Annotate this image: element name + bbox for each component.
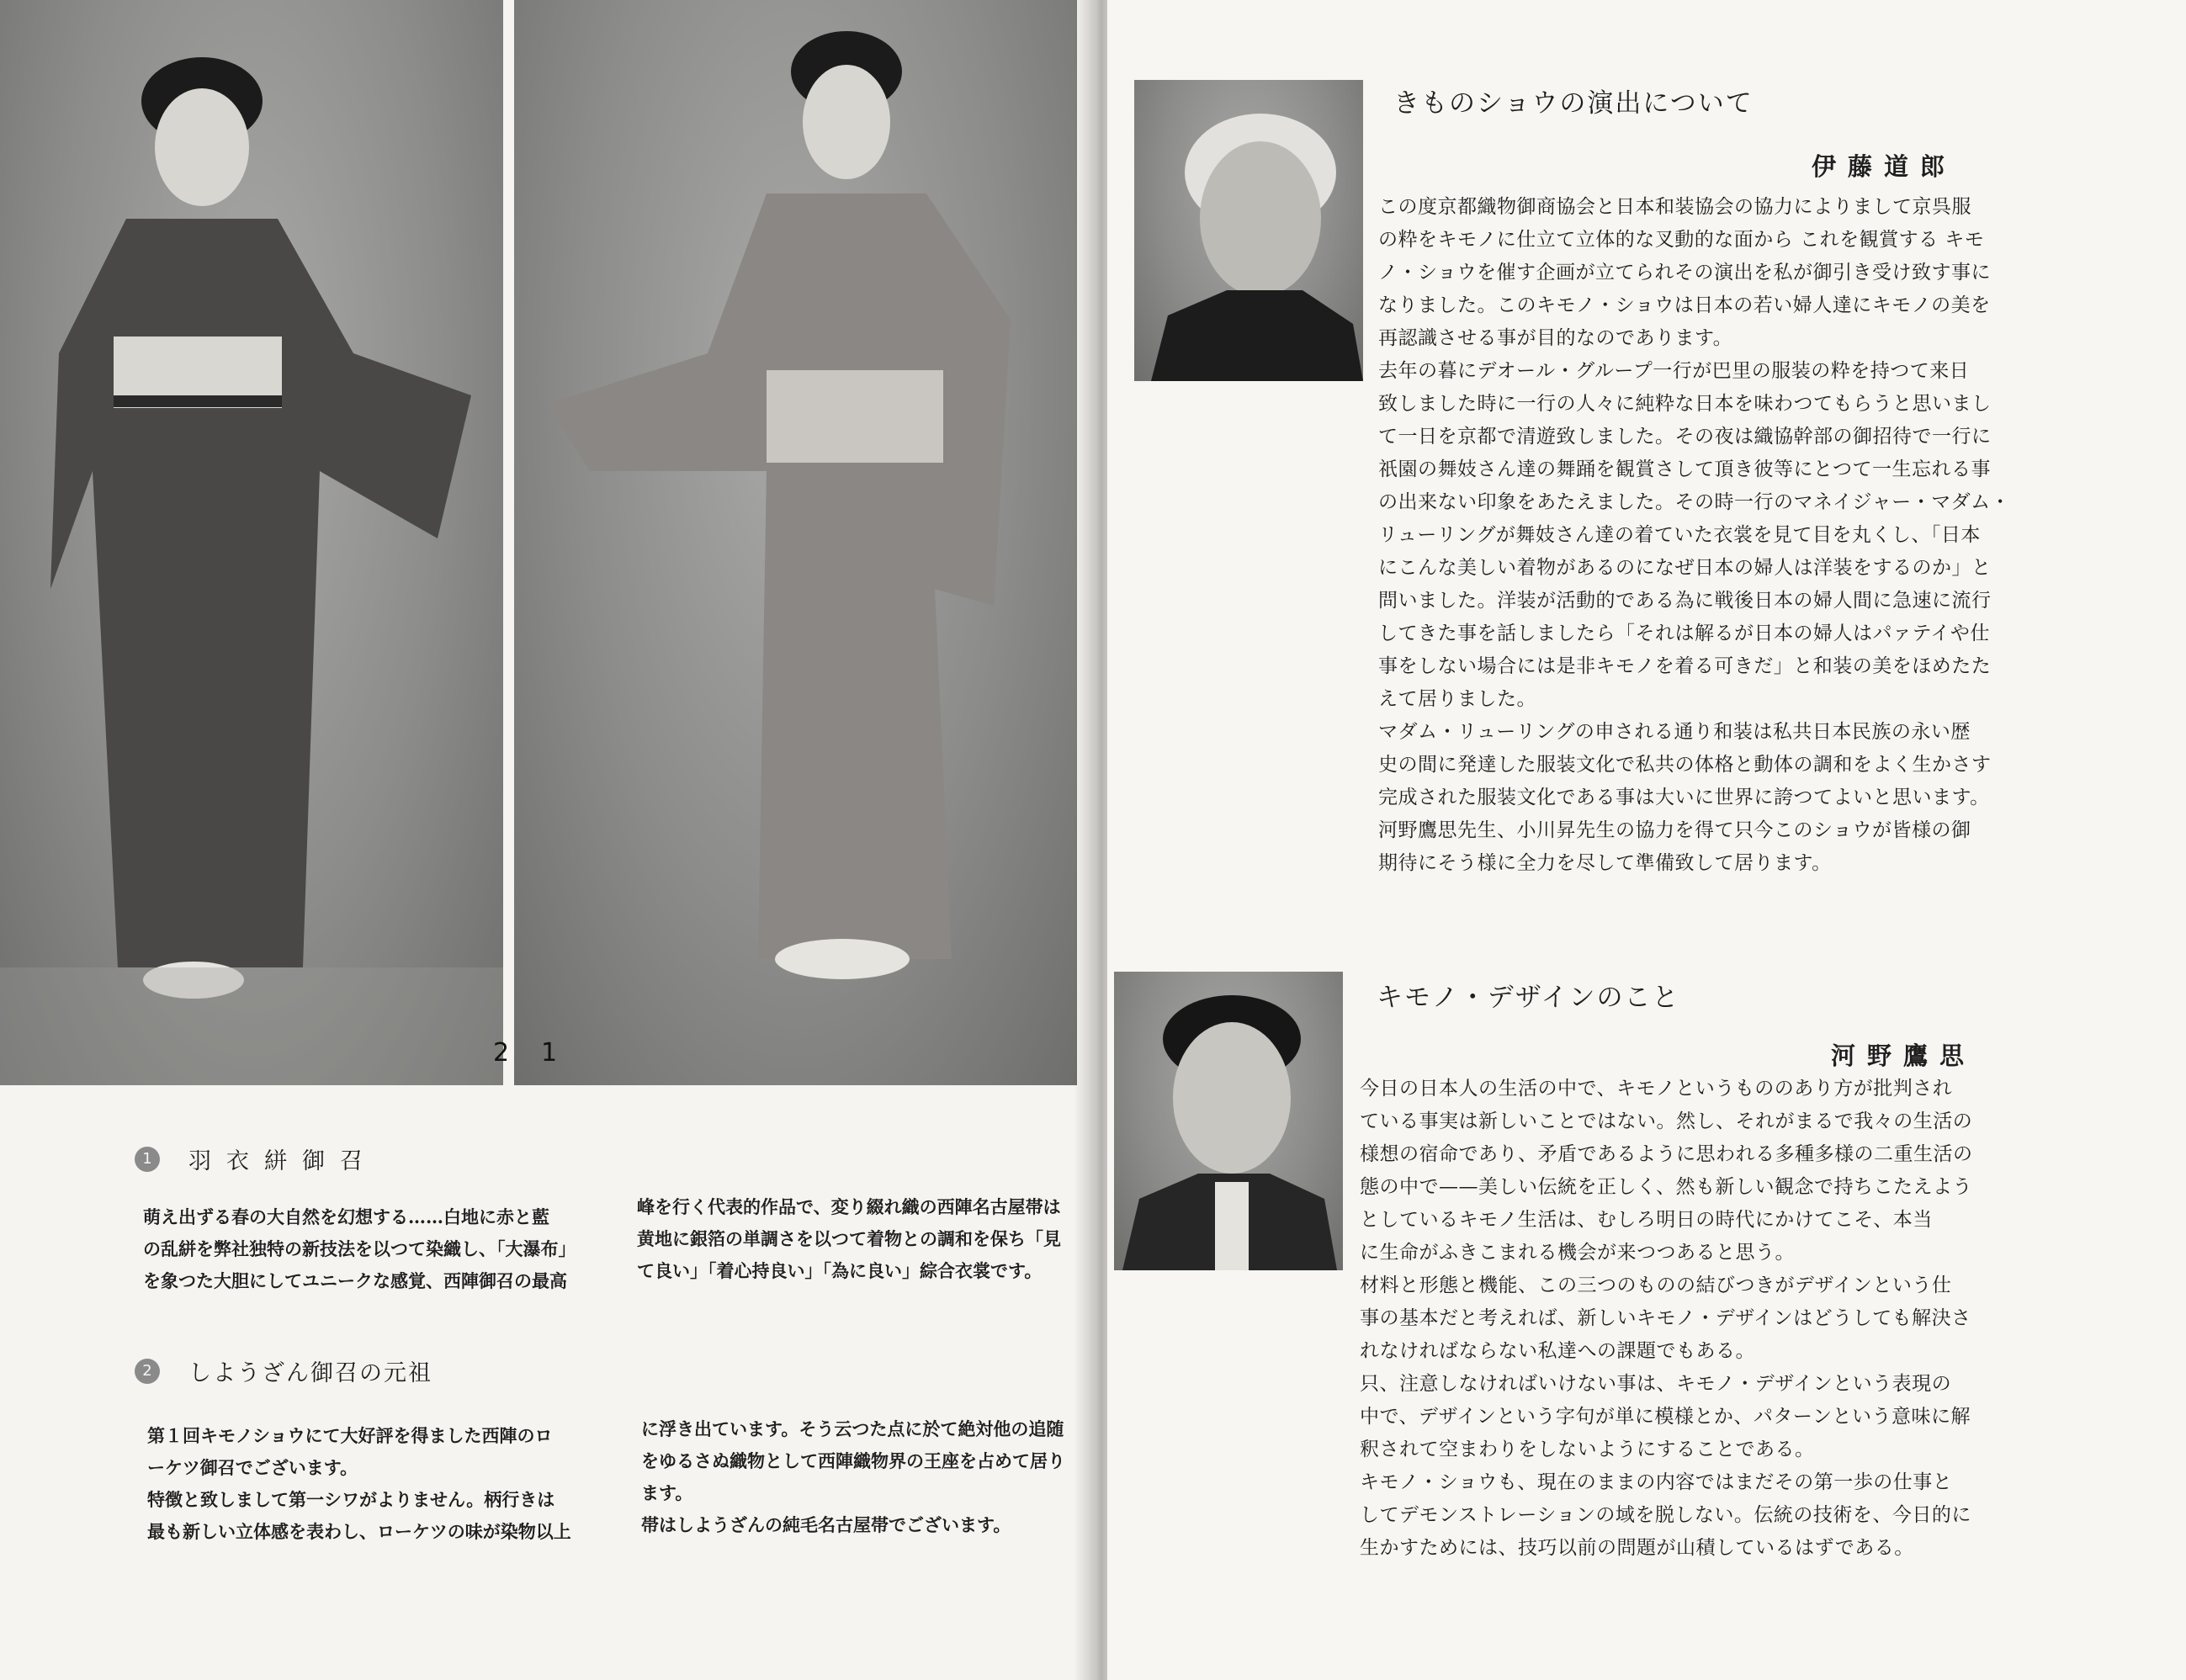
- kimono-photo-2: [0, 0, 510, 1085]
- article-1-title: きものショウの演出について: [1393, 88, 1754, 119]
- left-page: [0, 0, 1090, 1680]
- article-2-body: 今日の日本人の生活の中で、キモノというもののあり方が批判され ている事実は新しいことではない。然し、それがまるで我々の生活の 様想の宿命であり、矛盾であるように思われる多種多様の二重生活の 態の中で——美しい伝統を正しく、然も新しい観念で持ちこたえよう としているキモノ生活は、むしろ明日の時代にかけてこそ、本当 に生命がふきこまれる機会が来つつあると思う。 材料と形態と機能、この三つのものの結びつきがデザインという仕 事の基本だと考えれば、新しいキモノ・デザインはどうしても解決さ れなければならない私達への課題でもある。 只、注意しなければいけない事は、キモノ・デザインという表現の 中で、デザインという字句が単に模様とか、パターンという意味に解 釈されて空まわりをしないようにすることである。 キモノ・ショウも、現在のままの内容ではまだその第一歩の仕事と してデモンストレーションの域を脱しない。伝統の技術を、今日的に 生かすためには、技巧以前の問題が山積しているはずである。: [1360, 1078, 1973, 1559]
- caption-2-text-col2: に浮き出ています。そう云つた点に於て絶対他の追随 をゆるさぬ織物として西陣織物界の王座を占めて居り ます。 帯はしようざんの純毛名古屋帯でございます。: [641, 1418, 1065, 1535]
- article-1-author: 伊藤道郎: [1812, 152, 1957, 181]
- article-2-title: キモノ・デザインのこと: [1377, 983, 1680, 1013]
- portrait-illustration: [1134, 80, 1363, 381]
- photo-number-1: 1: [541, 1038, 558, 1068]
- caption-heading-text: しようざん御召の元祖: [188, 1360, 432, 1386]
- caption-heading-1: [135, 1142, 378, 1175]
- caption-1-text-col1: 萌え出ずる春の大自然を幻想する……白地に赤と藍 の乱絣を弊社独特の新技法を以つて染織し、「大瀑布」 を象つた大胆にしてユニークな感覚、西陣御召の最高: [143, 1206, 576, 1291]
- caption-heading-text: 羽衣絣御召: [188, 1148, 378, 1174]
- portrait-ito-michio: [1134, 80, 1363, 381]
- portrait-kono-takashi: [1114, 972, 1343, 1270]
- caption-number-badge: 2: [135, 1359, 160, 1384]
- article-1-body: この度京都織物御商協会と日本和装協会の協力によりまして京呉服 の粋をキモノに仕立て立体的な叉動的な面から これを観賞する キモ ノ・ショウを催す企画が立てられその演出を私が御引き受け致す事に なりました。このキモノ・ショウは日本の若い婦人達にキモノの美を 再認識させる事が目的なのであります。 去年の暮にデオール・グループ一行が巴里の服装の粋を持つて来日 致しました時に一行の人々に純粋な日本を味わつてもらうと思いまし て一日を京都で清遊致しました。その夜は織協幹部の御招待で一行に 祇園の舞妓さん達の舞踊を観賞さして頂き彼等にとつて一生忘れる事 の出来ない印象をあたえました。その時一行のマネイジャー・マダム・ リューリングが舞妓さん達の着ていた衣裳を見て目を丸くし、「日本 にこんな美しい着物があるのになぜ日本の婦人は洋装をするのか」と 問いました。洋装が活動的である為に戦後日本の婦人間に急速に流行 してきた事を話しましたら「それは解るが日本の婦人はパァテイや仕 事をしない場合には是非キモノを着る可きだ」と和装の美をほめたた えて居りました。 マダム・リューリングの申される通り和装は私共日本民族の永い歴 史の間に発達した服装文化で私共の体格と動体の調和をよく生かさす 完成された服装文化である事は大いに世界に誇つてよいと思います。 河野鷹思先生、小川昇先生の協力を得て只今このショウが皆様の御 期待にそう様に全力を尽して準備致して居ります。: [1378, 196, 2011, 874]
- portrait-illustration: [1114, 972, 1343, 1270]
- caption-number-badge: 1: [135, 1147, 160, 1172]
- kimono-figure-illustration: [0, 0, 503, 1085]
- kimono-photo-1: [514, 0, 1077, 1085]
- photo-number-2: 2: [493, 1038, 510, 1068]
- right-page: [1107, 0, 2186, 1680]
- kimono-figure-illustration: [514, 0, 1077, 1085]
- caption-heading-2: [135, 1354, 432, 1387]
- article-2-author: 河野鷹思: [1831, 1041, 1976, 1070]
- caption-2-text-col1: 第１回キモノショウにて大好評を得ました西陣のロ ーケツ御召でございます。 特徴と致しまして第一シワがよりません。柄行きは 最も新しい立体感を表わし、ローケツの味が染物以上: [147, 1425, 571, 1542]
- caption-1-text-col2: 峰を行く代表的作品で、変り綴れ織の西陣名古屋帯は 黄地に銀箔の単調さを以つて着物との調和を保ち「見 て良い」「着心持良い」「為に良い」綜合衣裳です。: [637, 1196, 1061, 1281]
